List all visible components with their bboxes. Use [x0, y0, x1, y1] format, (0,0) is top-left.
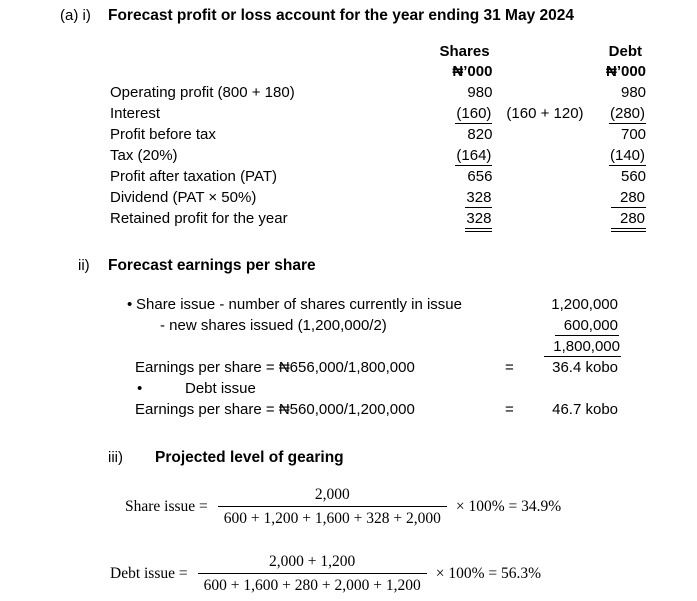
eps-debt-value: 46.7 kobo [552, 401, 618, 418]
row-note [495, 124, 594, 145]
bullet-icon: • [137, 380, 143, 397]
pnl-unit-row [110, 62, 648, 82]
pnl-debt-unit: ₦’000 [605, 63, 647, 80]
total-shares-line [0, 336, 697, 357]
row-note: (160 + 120) [506, 105, 584, 122]
section-a-heading [60, 7, 574, 25]
new-shares-label: - new shares issued (1,200,000/2) [160, 317, 387, 334]
pnl-shares-unit: ₦’000 [452, 63, 493, 80]
debt-issue-label: Debt issue [185, 380, 256, 397]
fraction-numerator: 2,000 [314, 486, 350, 503]
row-note [495, 208, 594, 229]
row-label: Profit before tax [110, 126, 216, 143]
eps-debt-label: Earnings per share = ₦560,000/1,200,000 [135, 401, 415, 418]
table-row [110, 208, 648, 229]
row-debt-value: 560 [620, 168, 647, 185]
pnl-table [110, 42, 648, 229]
pnl-note-spacer [493, 42, 591, 62]
share-issue-value: 1,200,000 [551, 296, 618, 313]
row-shares-value: 820 [467, 126, 493, 143]
fraction-denominator: 600 + 1,200 + 1,600 + 328 + 2,000 [218, 506, 447, 529]
pnl-header-spacer [110, 42, 434, 62]
row-debt-value: 980 [620, 84, 647, 101]
underlined-value: (164) [456, 147, 492, 164]
section-iii-title: Projected level of gearing [155, 449, 344, 466]
share-gearing-formula [125, 484, 561, 529]
eps-share-line [0, 357, 697, 378]
pnl-unit-spacer [110, 62, 437, 82]
row-label: Retained profit for the year [110, 210, 288, 227]
double-underlined-value: 328 [465, 210, 492, 232]
row-label: Operating profit (800 + 180) [110, 84, 295, 101]
underlined-value: (140) [609, 147, 646, 164]
pnl-header-row [110, 42, 648, 62]
section-a-title: Forecast profit or loss account for the year ending 31 May 2024 [108, 7, 574, 24]
pnl-debt-header: Debt [608, 43, 642, 60]
eps-share-value: 36.4 kobo [552, 359, 618, 376]
row-note [495, 82, 594, 103]
debt-issue-line [0, 378, 697, 399]
fraction-numerator: 2,000 + 1,200 [269, 553, 356, 570]
row-note [495, 187, 594, 208]
row-label: Profit after taxation (PAT) [110, 168, 277, 185]
underlined-value: 328 [466, 189, 492, 206]
row-label: Dividend (PAT × 50%) [110, 189, 257, 206]
debt-formula-label: Debt issue = [110, 564, 188, 582]
row-shares-value [437, 187, 495, 208]
underlined-value: 1,800,000 [544, 337, 621, 357]
row-debt-value [595, 187, 649, 208]
bullet-icon: • [127, 296, 133, 313]
debt-formula-result: × 100% = 56.3% [435, 564, 542, 582]
double-underlined-value: 280 [611, 210, 646, 232]
row-debt-value [595, 103, 649, 124]
row-debt-value: 700 [620, 126, 647, 143]
row-shares-value [437, 208, 495, 229]
share-formula-result: × 100% = 34.9% [455, 497, 562, 515]
equals-sign: = [505, 401, 514, 418]
section-ii-title: Forecast earnings per share [108, 257, 316, 274]
eps-share-label: Earnings per share = ₦656,000/1,800,000 [135, 359, 415, 376]
row-label: Interest [110, 105, 161, 122]
share-formula-label: Share issue = [125, 497, 208, 515]
underlined-value: 600,000 [555, 316, 619, 336]
equals-sign: = [505, 359, 514, 376]
share-issue-line [0, 294, 697, 315]
fraction-denominator: 600 + 1,600 + 280 + 2,000 + 1,200 [198, 573, 427, 596]
new-shares-value [555, 315, 619, 336]
underlined-value: (280) [609, 105, 646, 122]
table-row [110, 145, 648, 166]
total-shares-value [544, 336, 621, 357]
row-shares-value [437, 145, 495, 166]
row-label: Tax (20%) [110, 147, 178, 164]
row-shares-value: 980 [467, 84, 493, 101]
debt-gearing-formula [110, 551, 541, 596]
table-row [110, 187, 648, 208]
section-ii-prefix: ii) [78, 257, 90, 274]
row-shares-value [437, 103, 495, 124]
row-debt-value [595, 208, 649, 229]
table-row [110, 166, 648, 187]
debt-formula-fraction [198, 551, 427, 596]
section-iii-heading [108, 449, 344, 467]
row-shares-value: 656 [467, 168, 493, 185]
row-note [495, 145, 594, 166]
eps-debt-line [0, 399, 697, 420]
table-row [110, 103, 648, 124]
underlined-value: 280 [611, 188, 646, 208]
underlined-value: (160) [456, 105, 492, 122]
row-note [495, 166, 594, 187]
share-issue-label: Share issue - number of shares currently in issue [136, 296, 462, 313]
pnl-shares-header: Shares [439, 43, 490, 60]
table-row [110, 124, 648, 145]
new-shares-line [0, 315, 697, 336]
section-a-prefix: (a) i) [60, 7, 91, 24]
pnl-note-spacer2 [495, 62, 594, 82]
table-row [110, 82, 648, 103]
share-formula-fraction [218, 484, 447, 529]
section-iii-prefix: iii) [108, 449, 123, 466]
section-ii-heading [78, 257, 316, 275]
row-debt-value [595, 145, 649, 166]
